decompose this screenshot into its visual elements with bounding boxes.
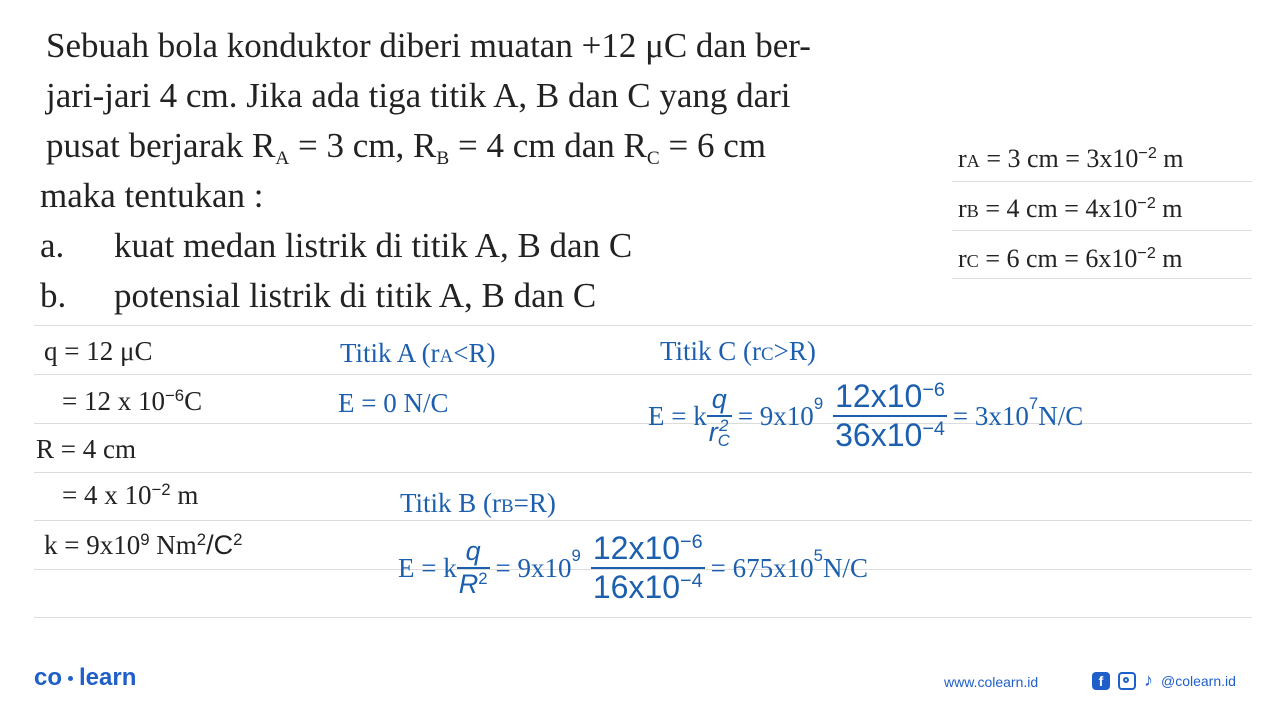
den-symbol: R [458,569,479,599]
divider [952,181,1252,182]
unit: /C [206,530,234,560]
title-text: Titik C (r [660,336,762,366]
subscript: A [966,151,980,171]
given-text: R = 4 cm [36,434,136,464]
numerator: q [457,536,490,569]
exponent: 2 [478,568,488,588]
tiktok-icon[interactable]: ♪ [1144,670,1153,690]
given-r [36,434,136,465]
exponent: −6 [164,385,185,405]
title-text: >R) [773,336,816,366]
divider [34,472,1252,473]
divider [34,617,1252,618]
fraction [591,530,705,606]
radius-text: = 4 cm = 4x10 [978,194,1138,223]
denominator [707,417,732,449]
problem-line-3 [46,122,766,176]
result-text: E = 0 N/C [338,388,449,418]
problem-item-a-text [114,222,632,270]
subscript: B [501,496,514,517]
point-a-result [338,388,448,419]
item-text: potensial listrik di titik A, B dan C [114,276,597,315]
title-text: Titik B (r [400,488,502,518]
subscript: B [436,147,450,169]
divider [952,230,1252,231]
denominator [591,569,705,606]
exponent: −6 [922,379,945,402]
subscript: A [275,147,290,169]
divider [34,374,1252,375]
problem-item-b [40,272,66,320]
exponent: −2 [1138,144,1157,163]
problem-text: Sebuah bola konduktor diberi muatan +12 μC dan ber- [46,26,811,65]
unit: N/C [1038,400,1084,431]
divider [34,325,1252,326]
radius-c [958,244,1183,274]
exponent: −2 [1137,244,1156,263]
problem-text: = 3 cm, R [289,126,437,165]
radius-a [958,144,1184,174]
fraction [833,378,947,454]
website-text: www.colearn.id [944,674,1039,690]
exponent: 9 [813,394,824,414]
subscript: C [966,251,979,271]
exponent: −4 [922,418,945,441]
exponent: 2 [719,416,729,436]
point-a-title [340,338,495,369]
den-text: 16x10 [592,569,681,605]
point-c-equation [648,378,1083,454]
radius-b [958,194,1183,224]
equation-text: = 9x10 [737,400,814,431]
equation-text: E = k [398,552,457,583]
subscript: C [761,344,774,365]
title-text: =R) [513,488,556,518]
social-handle: @colearn.id [1161,672,1236,689]
item-label: b. [40,276,67,315]
unit: m [1155,244,1183,273]
point-c-title [660,336,816,367]
exponent: −4 [680,570,703,593]
equation-text: = 675x10 [710,552,814,583]
unit: m [1155,194,1183,223]
problem-text: = 4 cm dan R [449,126,647,165]
item-label: a. [40,226,65,265]
fraction [457,536,490,600]
website-link[interactable] [944,674,1038,690]
exponent: 2 [233,529,243,549]
given-q [44,336,152,367]
subscript: C [717,431,730,451]
logo-text: co [34,664,63,691]
num-text: 12x10 [592,530,681,566]
num-text: 12x10 [835,378,923,414]
given-q-sci [62,386,202,417]
given-text: = 12 x 10 [62,386,165,416]
title-text: Titik A (r [340,338,440,368]
problem-line-2 [46,72,791,120]
radius-symbol: r [958,194,967,223]
problem-item-a [40,222,64,270]
item-text: kuat medan listrik di titik A, B dan C [114,226,633,265]
radius-symbol: r [958,244,967,273]
facebook-icon[interactable]: f [1092,672,1110,690]
exponent: 5 [813,546,823,566]
problem-line-1 [46,22,811,70]
title-text: <R) [453,338,496,368]
subscript: C [646,147,660,169]
divider [952,278,1252,279]
given-r-sci [62,480,198,511]
numerator: q [707,384,732,417]
den-text: 36x10 [835,417,923,453]
problem-text: = 6 cm [659,126,766,165]
exponent: 9 [140,529,150,549]
problem-item-b-text [114,272,596,320]
logo-dot [68,676,73,681]
subscript: B [966,201,979,221]
unit: C [184,386,203,416]
social-bar [1092,670,1236,691]
given-k [44,530,242,561]
equation-text: = 3x10 [952,400,1029,431]
unit: N/C [822,552,868,583]
point-b-equation [398,530,868,606]
colearn-logo[interactable] [34,664,136,692]
denominator [457,569,490,600]
denominator [833,417,947,454]
numerator [591,530,705,569]
problem-text: jari-jari 4 cm. Jika ada tiga titik A, B dan C yang dari [46,76,791,115]
given-text: = 4 x 10 [62,480,152,510]
logo-text: learn [79,664,137,691]
exponent: 9 [571,546,581,566]
radius-text: = 3 cm = 3x10 [979,144,1139,173]
fraction [707,384,732,449]
problem-text: maka tentukan : [40,176,264,215]
subscript: A [439,346,454,367]
unit: Nm [149,530,197,560]
radius-symbol: r [958,144,967,173]
divider [34,520,1252,521]
exponent: 7 [1028,394,1039,414]
unit: m [170,480,199,510]
exponent: −2 [151,479,171,499]
equation-text: E = k [648,400,707,431]
exponent: −6 [680,531,703,554]
given-text: q = 12 μC [44,336,153,366]
exponent: −2 [1137,194,1156,213]
den-symbol: r [708,416,718,447]
radius-text: = 6 cm = 6x10 [978,244,1138,273]
point-b-title [400,488,556,519]
unit: m [1156,144,1184,173]
numerator [833,378,947,417]
given-text: k = 9x10 [44,530,141,560]
problem-line-4 [40,172,264,220]
exponent: 2 [196,529,207,549]
equation-text: = 9x10 [495,552,572,583]
instagram-icon[interactable] [1118,672,1136,690]
problem-text: pusat berjarak R [46,126,276,165]
